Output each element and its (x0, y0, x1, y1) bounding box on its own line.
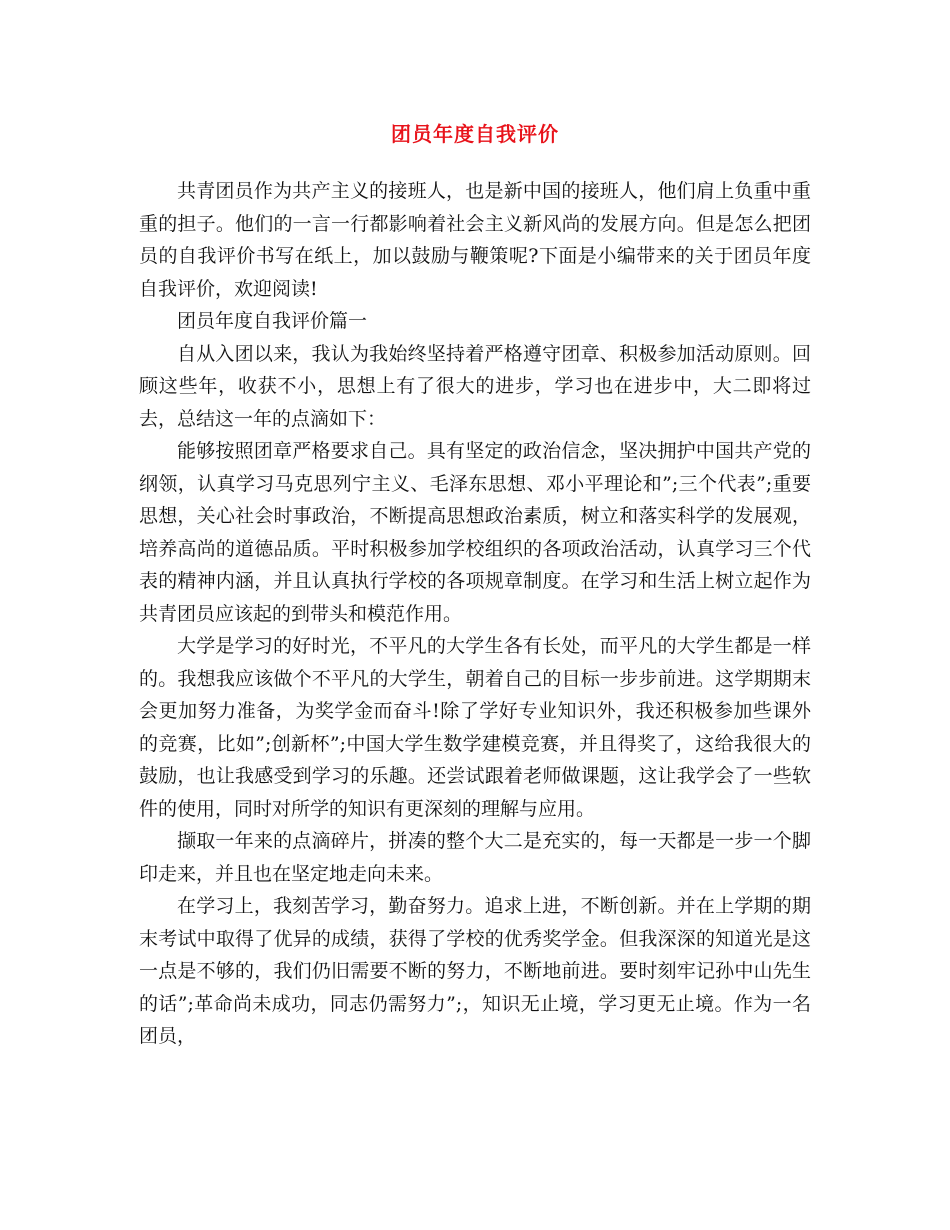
paragraph: 在学习上，我刻苦学习，勤奋努力。追求上进，不断创新。并在上学期的期末考试中取得了优异的成绩，获得了学校的优秀奖学金。但我深深的知道光是这一点是不够的，我们仍旧需要不断的努力，不断地前进。要时刻牢记孙中山先生的话”;革命尚未成功，同志仍需努力”;，知识无止境，学习更无止境。作为一名团员， (139, 895, 811, 1047)
paragraph: 能够按照团章严格要求自己。具有坚定的政治信念，坚决拥护中国共产党的纲领，认真学习马克思列宁主义、毛泽东思想、邓小平理论和”;三个代表”;重要思想，关心社会时事政治，不断提高思想政治素质，树立和落实科学的发展观，培养高尚的道德品质。平时积极参加学校组织的各项政治活动，认真学习三个代表的精神内涵，并且认真执行学校的各项规章制度。在学习和生活上树立起作为共青团员应该起的到带头和模范作用。 (139, 440, 811, 625)
document-body (139, 175, 811, 1053)
paragraph: 撷取一年来的点滴碎片，拼凑的整个大二是充实的，每一天都是一步一个脚印走来，并且也在坚定地走向未来。 (139, 830, 811, 885)
paragraph: 自从入团以来，我认为我始终坚持着严格遵守团章、积极参加活动原则。回顾这些年，收获不小，思想上有了很大的进步，学习也在进步中，大二即将过去，总结这一年的点滴如下： (139, 342, 811, 430)
section-heading: 团员年度自我评价篇一 (177, 310, 368, 332)
paragraph: 大学是学习的好时光，不平凡的大学生各有长处，而平凡的大学生都是一样的。我想我应该做个不平凡的大学生，朝着自己的目标一步步前进。这学期期末会更加努力准备，为奖学金而奋斗!除了学好专业知识外，我还积极参加些课外的竞赛，比如”;创新杯”;中国大学生数学建模竞赛，并且得奖了，这给我很大的鼓励，也让我感受到学习的乐趣。还尝试跟着老师做课题，这让我学会了一些软件的使用，同时对所学的知识有更深刻的理解与应用。 (139, 635, 811, 820)
paragraph-intro: 共青团员作为共产主义的接班人，也是新中国的接班人，他们肩上负重中重重的担子。他们的一言一行都影响着社会主义新风尚的发展方向。但是怎么把团员的自我评价书写在纸上，加以鼓励与鞭策呢?下面是小编带来的关于团员年度自我评价，欢迎阅读! (139, 180, 811, 300)
document-title: 团员年度自我评价 (391, 122, 559, 146)
